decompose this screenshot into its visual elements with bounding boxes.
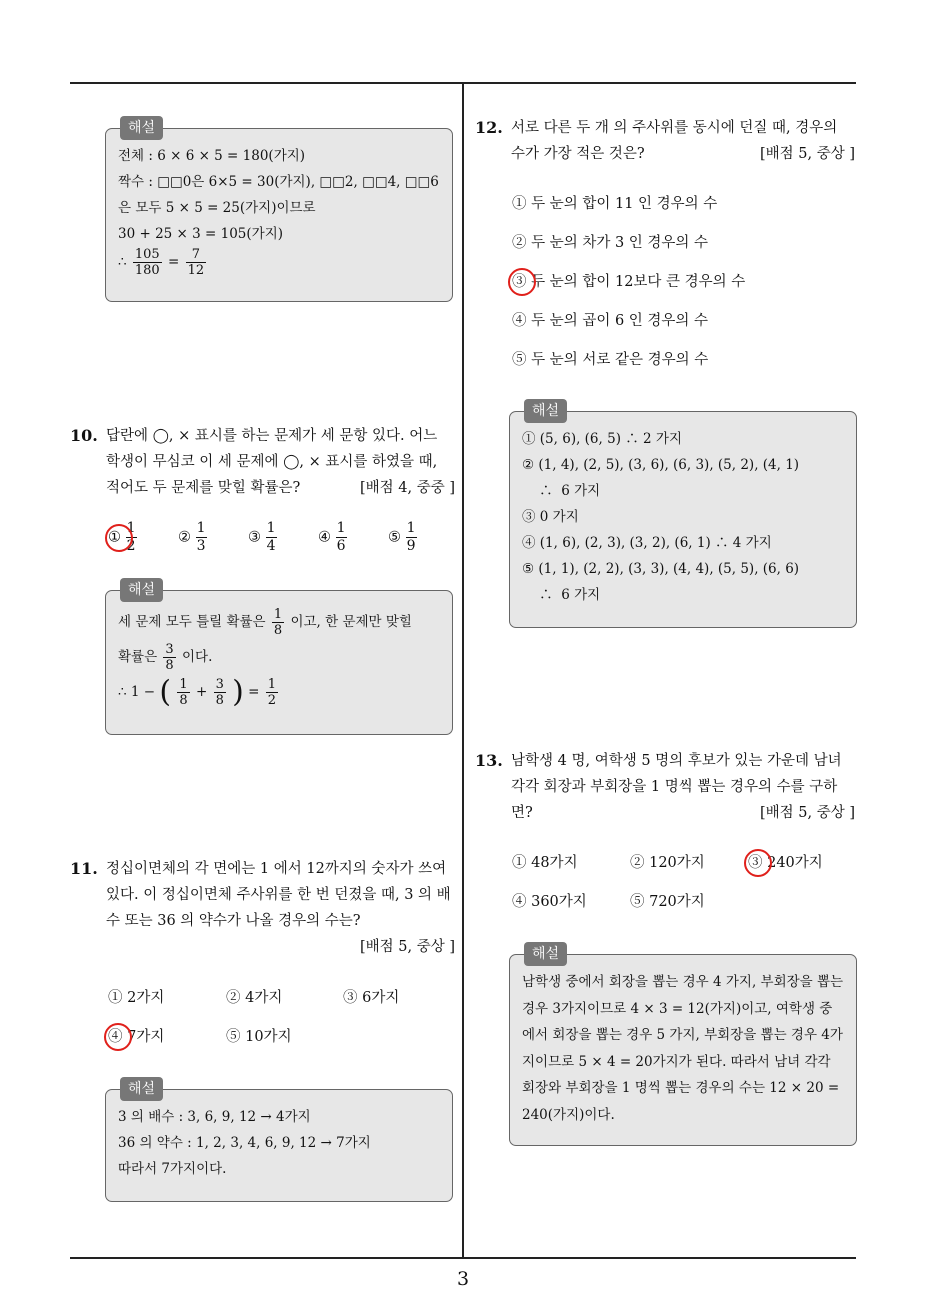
option-1[interactable]: ① 두 눈의 합이 11 인 경우의 수 <box>512 196 718 212</box>
fraction <box>266 677 278 708</box>
option-3[interactable] <box>248 520 277 555</box>
question-text: 서로 다른 두 개 의 주사위를 동시에 던질 때, 경우의 수가 가장 적은 것은? <box>511 120 838 162</box>
option-5[interactable]: ⑤ 10가지 <box>226 1029 292 1045</box>
option-mark: ③ <box>248 529 261 546</box>
numerator: 1 <box>126 520 136 536</box>
question-12 <box>475 115 855 167</box>
solution-line: 3 의 배수 : 3, 6, 9, 12 → 4가지 <box>118 1109 311 1125</box>
fraction <box>163 642 175 673</box>
solution-tag: 해설 <box>524 399 567 423</box>
score-meta: [배점 4, 중중 ] <box>359 480 455 496</box>
solution-line: 짝수 : □□0은 6×5 = 30(가지), □□2, □□4, □□6 <box>118 174 439 190</box>
denominator: 4 <box>266 538 276 554</box>
solution-line <box>118 642 440 673</box>
solution-box-13 <box>509 946 857 1146</box>
option-4[interactable]: ④ 두 눈의 곱이 6 인 경우의 수 <box>512 313 709 329</box>
denominator: 180 <box>134 263 160 278</box>
numerator: 1 <box>336 520 346 536</box>
solution-box-10 <box>105 582 453 735</box>
solution-text: ∴ 1 − <box>118 684 156 700</box>
answer-circle <box>744 849 772 877</box>
denominator: 2 <box>126 538 136 554</box>
score-meta: [배점 5, 중상 ] <box>759 146 855 162</box>
solution-box-12 <box>509 403 857 628</box>
question-number: 11. <box>70 859 98 878</box>
solution-line: 36 의 약수 : 1, 2, 3, 4, 6, 9, 12 → 7가지 <box>118 1135 371 1151</box>
numerator: 1 <box>267 677 277 692</box>
numerator: 1 <box>196 520 206 536</box>
question-10 <box>70 423 455 501</box>
option-mark: ⑤ <box>388 529 401 546</box>
question-number: 10. <box>70 426 98 445</box>
bottom-rule <box>70 1257 856 1259</box>
solution-line: 은 모두 5 × 5 = 25(가지)이므로 <box>118 200 316 216</box>
question-number: 12. <box>475 118 503 137</box>
therefore-symbol: ∴ <box>118 254 127 270</box>
solution-line <box>118 674 440 710</box>
solution-text: 이다. <box>182 649 213 665</box>
plus-sign: + <box>195 684 208 700</box>
option-2[interactable]: ② 120가지 <box>630 855 705 871</box>
option-4[interactable] <box>318 520 347 555</box>
numerator: 1 <box>266 520 276 536</box>
option-mark: ① <box>108 529 121 546</box>
denominator: 8 <box>179 693 188 708</box>
option-mark: ② <box>178 529 191 546</box>
fraction <box>214 677 226 708</box>
fraction <box>133 247 162 278</box>
option-fraction <box>336 520 347 555</box>
fraction <box>272 607 284 638</box>
question-11 <box>70 856 455 960</box>
numerator: 1 <box>179 677 188 692</box>
solution-line: 따라서 7가지이다. <box>118 1161 227 1177</box>
option-fraction <box>406 520 417 555</box>
column-divider <box>462 83 464 1258</box>
denominator: 8 <box>215 693 224 708</box>
solution-line: ① (5, 6), (6, 5) ∴ 2 가지 <box>522 431 683 447</box>
question-text: 답란에 ◯, × 표시를 하는 문제가 세 문항 있다. 어느 학생이 무심코 이 세 문제에 ◯, × 표시를 하였을 때, 적어도 두 문제를 맞힐 확률은? <box>106 428 438 496</box>
option-2[interactable]: ② 4가지 <box>226 990 283 1006</box>
score-meta: [배점 5, 중상 ] <box>359 939 455 955</box>
solution-text: 남학생 중에서 회장을 뽑는 경우 4 가지, 부회장을 뽑는 경우 3가지이므로 4 × 3 = 12(가지)이고, 여학생 중에서 회장을 뽑는 경우 5 가지, 부회장을 뽑는 경우 4가지이므로 5 × 4 = 20가지가 된다. 따라서 남녀 각각 회장와 부회장을 1 명씩 뽑는 경우의 수는 12 × 20 = 240(가지)이다. <box>522 974 844 1123</box>
option-3[interactable]: ③ 두 눈의 합이 12보다 큰 경우의 수 <box>512 274 746 290</box>
option-2[interactable] <box>178 520 207 555</box>
solution-line <box>118 607 440 638</box>
right-paren: ) <box>232 674 244 710</box>
numerator: 3 <box>165 642 174 657</box>
equals-sign: = <box>168 254 180 270</box>
option-4[interactable]: ④ 7가지 <box>108 1029 165 1045</box>
solution-line: 30 + 25 × 3 = 105(가지) <box>118 226 284 242</box>
solution-line: 전체 : 6 × 6 × 5 = 180(가지) <box>118 148 306 164</box>
solution-line <box>118 247 440 278</box>
question-13 <box>475 748 855 826</box>
option-4[interactable]: ④ 360가지 <box>512 894 587 910</box>
option-3[interactable]: ③ 6가지 <box>343 990 400 1006</box>
answer-circle <box>508 268 536 296</box>
solution-line: ⑤ (1, 1), (2, 2), (3, 3), (4, 4), (5, 5), (6, 6) <box>522 561 800 577</box>
option-5[interactable]: ⑤ 720가지 <box>630 894 705 910</box>
solution-text: 세 문제 모두 틀릴 확률은 <box>118 614 266 630</box>
solution-line: ③ 0 가지 <box>522 509 579 525</box>
solution-line: ∴ 6 가지 <box>522 587 601 603</box>
solution-tag: 해설 <box>120 116 163 140</box>
option-5[interactable] <box>388 520 417 555</box>
denominator: 9 <box>406 538 416 554</box>
solution-line: ∴ 6 가지 <box>522 483 601 499</box>
fraction <box>186 247 207 278</box>
option-fraction <box>266 520 277 555</box>
denominator: 12 <box>187 263 205 278</box>
option-mark: ④ <box>318 529 331 546</box>
fraction <box>177 677 189 708</box>
left-paren: ( <box>159 674 172 710</box>
denominator: 3 <box>196 538 206 554</box>
denominator: 8 <box>165 658 174 673</box>
option-3[interactable]: ③ 240가지 <box>748 855 823 871</box>
option-fraction <box>196 520 207 555</box>
page-number: 3 <box>456 1268 470 1290</box>
numerator: 7 <box>186 247 207 263</box>
solution-box-11 <box>105 1081 453 1202</box>
solution-text: 이고, 한 문제만 맞힐 <box>290 614 412 630</box>
question-number: 13. <box>475 751 503 770</box>
solution-box-9 <box>105 120 453 302</box>
solution-tag: 해설 <box>524 942 567 966</box>
solution-tag: 해설 <box>120 578 163 602</box>
score-meta: [배점 5, 중상 ] <box>759 805 855 821</box>
solution-tag: 해설 <box>120 1077 163 1101</box>
equals-sign: = <box>248 684 260 700</box>
option-1[interactable]: ① 48가지 <box>512 855 578 871</box>
answer-circle <box>105 524 133 552</box>
denominator: 8 <box>273 623 283 638</box>
denominator: 2 <box>267 693 277 708</box>
solution-line: ④ (1, 6), (2, 3), (3, 2), (6, 1) ∴ 4 가지 <box>522 535 772 551</box>
question-text: 정십이면체의 각 면에는 1 에서 12까지의 숫자가 쓰여 있다. 이 정십이면체 주사위를 한 번 던졌을 때, 3 의 배수 또는 36 의 약수가 나올 경우의 수는? <box>106 861 451 929</box>
answer-circle <box>104 1023 132 1051</box>
numerator: 105 <box>134 247 160 262</box>
solution-line: ② (1, 4), (2, 5), (3, 6), (6, 3), (5, 2), (4, 1) <box>522 457 800 473</box>
option-1[interactable]: ① 2가지 <box>108 990 165 1006</box>
option-5[interactable]: ⑤ 두 눈의 서로 같은 경우의 수 <box>512 352 709 368</box>
option-2[interactable]: ② 두 눈의 차가 3 인 경우의 수 <box>512 235 709 251</box>
solution-text: 확률은 <box>118 649 158 665</box>
denominator: 6 <box>336 538 346 554</box>
question-text: 남학생 4 명, 여학생 5 명의 후보가 있는 가운데 남녀 각각 회장과 부회장을 1 명씩 뽑는 경우의 수를 구하면? <box>511 753 842 821</box>
numerator: 3 <box>215 677 224 692</box>
numerator: 1 <box>273 607 283 622</box>
numerator: 1 <box>406 520 416 536</box>
